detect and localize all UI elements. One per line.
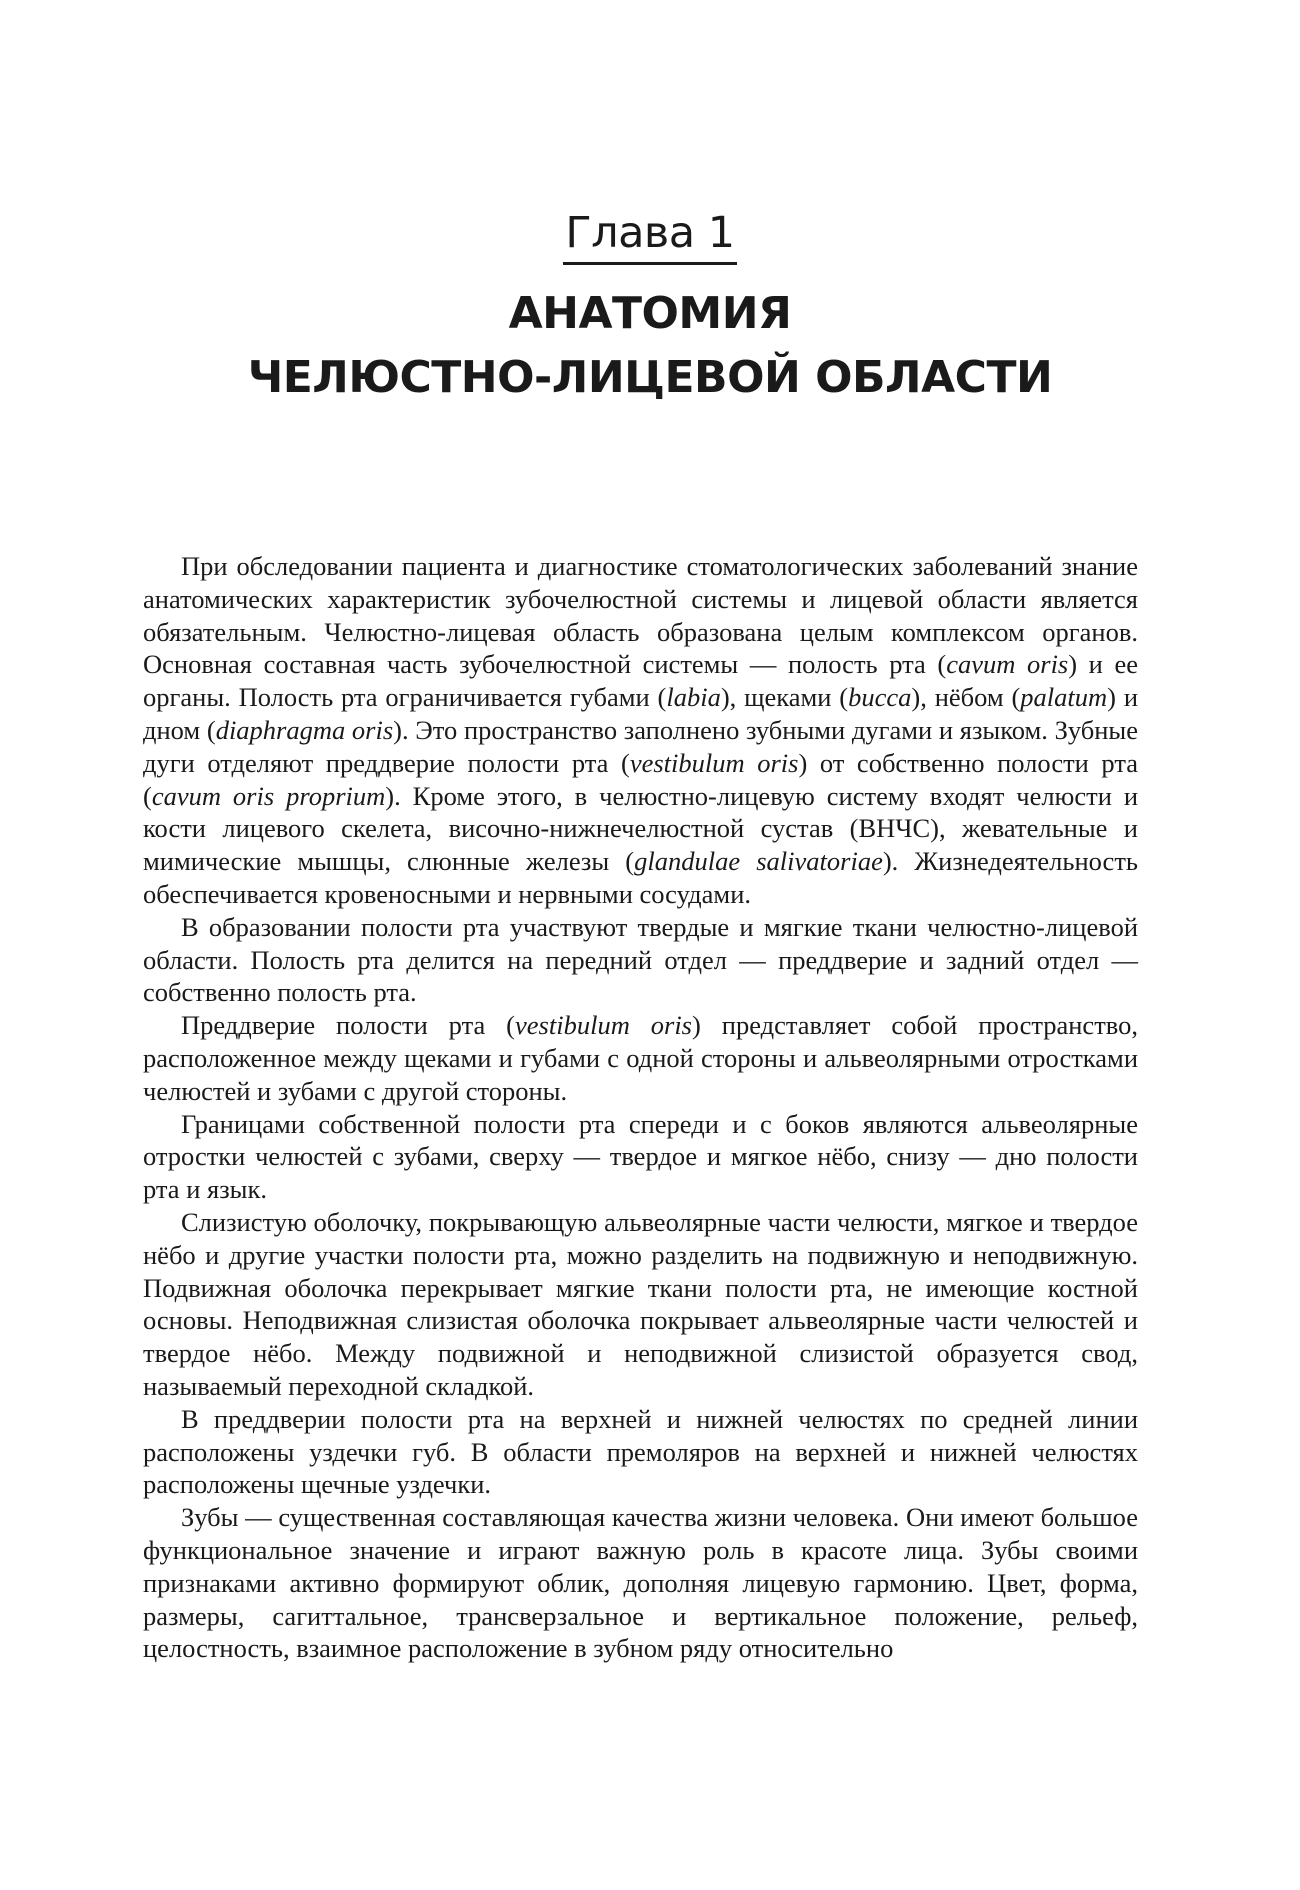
text-run: ). Кроме этого, в челюстно-лицевую систему входят челюсти и кости лицевого скелета, височно-нижнечелюстной сустав (ВНЧС), жевательные и мимические мышцы, слюнные железы ( bbox=[143, 780, 1138, 877]
text-run: Зубы — существенная составляющая качества жизни человека. Они имеют большое функциональное значение и играют важную роль в красоте лица. Зубы своими признаками активно формируют облик, дополняя лицевую гармонию. Цвет, форма, размеры, сагиттальное, трансверзальное и вертикальное положение, рельеф, целостность, взаимное расположение в зубном ряду относительно bbox=[143, 1502, 1138, 1664]
text-run: В преддверии полости рта на верхней и нижней челюстях по средней линии расположены уздечки губ. В области премоляров на верхней и нижней челюстях расположены щечные уздечки. bbox=[143, 1403, 1138, 1500]
paragraph bbox=[143, 1009, 1138, 1107]
paragraph bbox=[143, 1108, 1138, 1206]
text-run: ) представляет собой пространство, расположенное между щеками и губами с одной стороны и альвеолярными отростками челюстей и зубами с другой стороны. bbox=[143, 1010, 1138, 1106]
text-run: Границами собственной полости рта спереди и с боков являются альвеолярные отростки челюстей с зубами, сверху — твердое и мягкое нёбо, снизу — дно полости рта и язык. bbox=[143, 1108, 1138, 1205]
chapter-label bbox=[0, 208, 1300, 265]
text-run: В образовании полости рта участвуют твердые и мягкие ткани челюстно-лицевой области. Полость рта делится на передний отдел — преддверие и задний отдел — собственно полость рта. bbox=[143, 911, 1138, 1008]
text-run: ), щеками ( bbox=[720, 682, 849, 713]
paragraph bbox=[143, 550, 1138, 911]
body-text bbox=[143, 550, 1138, 1665]
text-run: ). Жизнедеятельность обеспечивается кровеносными и нервными сосудами. bbox=[143, 846, 1138, 909]
text-run: Слизистую оболочку, покрывающую альвеолярные части челюсти, мягкое и твердое нёбо и другие участки полости рта, можно разделить на подвижную и неподвижную. Подвижная оболочка перекрывает мягкие ткани полости рта, не имеющие костной основы. Неподвижная слизистая оболочка покрывает альвеолярные части челюстей и твердое нёбо. Между подвижной и неподвижной слизистой образуется свод, называемый переходной складкой. bbox=[143, 1206, 1138, 1401]
text-run: При обследовании пациента и диагностике стоматологических заболеваний знание анатомических характеристик зубочелюстной системы и лицевой области является обязательным. Челюстно-лицевая область образована целым комплексом органов. Основная составная часть зубочелюстной системы — полость рта ( bbox=[143, 551, 1138, 680]
latin-term: vestibulum oris bbox=[515, 1010, 692, 1041]
latin-term: bucca bbox=[848, 682, 912, 713]
latin-term: palatum bbox=[1020, 682, 1108, 713]
chapter-label-text: Глава 1 bbox=[563, 208, 736, 265]
latin-term: vestibulum oris bbox=[629, 747, 799, 778]
paragraph bbox=[143, 911, 1138, 1009]
paragraph bbox=[143, 1206, 1138, 1403]
latin-term: cavum oris proprium bbox=[151, 780, 386, 811]
latin-term: labia bbox=[666, 682, 721, 713]
chapter-title bbox=[0, 282, 1300, 410]
chapter-title-line-2: ЧЕЛЮСТНО-ЛИЦЕВОЙ ОБЛАСТИ bbox=[247, 352, 1053, 403]
text-run: Преддверие полости рта ( bbox=[181, 1010, 516, 1041]
latin-term: glandulae salivatoriae bbox=[634, 846, 883, 877]
text-run: ). Это пространство заполнено зубными дугами и языком. Зубные дуги отделяют преддверие полости рта ( bbox=[143, 714, 1138, 778]
text-run: ) от собственно полости рта ( bbox=[143, 747, 1138, 811]
text-run: ), нёбом ( bbox=[911, 682, 1021, 713]
latin-term: diaphragma oris bbox=[215, 714, 394, 745]
chapter-title-line-1: АНАТОМИЯ bbox=[508, 288, 792, 339]
text-run: ) и дном ( bbox=[143, 682, 1139, 745]
paragraph bbox=[143, 1403, 1138, 1501]
text-run: ) и ее органы. Полость рта ограничивается губами ( bbox=[143, 649, 1139, 713]
latin-term: cavum oris bbox=[946, 649, 1069, 680]
paragraph bbox=[143, 1501, 1138, 1665]
